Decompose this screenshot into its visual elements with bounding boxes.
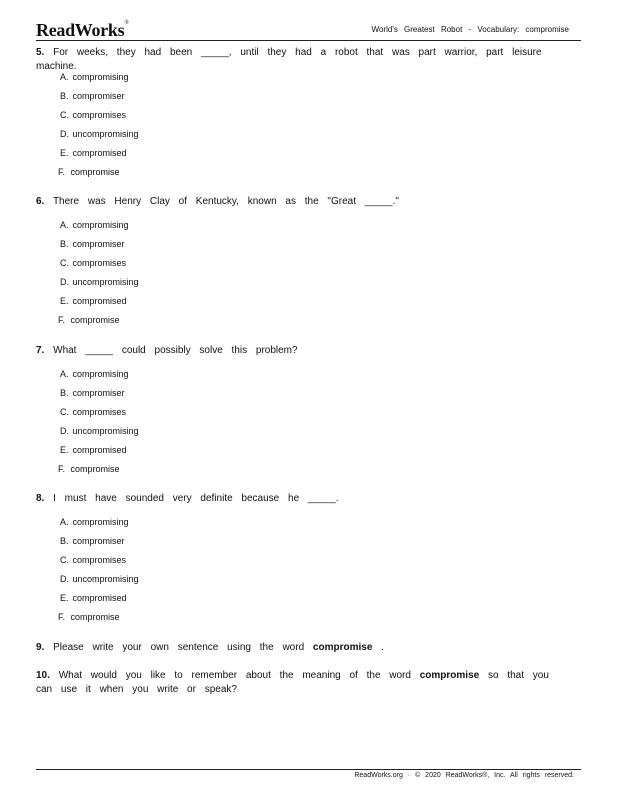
options-question-8 [60,516,260,630]
option-d[interactable]: D. uncompromising [60,129,139,139]
vocabulary-word: compromise [419,670,480,681]
question-number: 10. [36,670,50,681]
option-b[interactable]: B. compromiser [60,239,125,249]
option-c[interactable]: C. compromises [60,555,127,565]
question-text: I must have sounded very definite because he _____. [53,493,339,504]
option-d[interactable]: D. uncompromising [60,426,139,436]
option-d[interactable]: D. uncompromising [60,574,139,584]
question-number: 6. [36,196,45,207]
readworks-logo: ReadWorks® [36,20,129,40]
option-f[interactable]: F. compromise [58,464,120,474]
question-5 [36,46,556,74]
page-header [36,20,581,40]
question-text: Please write your own sentence using the word [53,642,305,653]
question-10: 10. What would you like to remember about the meaning of the word compromise so that you can use it when you write or speak? [36,670,549,695]
option-b[interactable]: B. compromiser [60,91,125,101]
vocabulary-word: compromise [312,642,373,653]
question-number: 7. [36,345,45,356]
option-b[interactable]: B. compromiser [60,388,125,398]
question-9: 9. Please write your own sentence using the word compromise . [36,642,384,653]
option-a[interactable]: A. compromising [60,369,129,379]
option-e[interactable]: E. compromised [60,148,127,158]
copyright-footer: ReadWorks.org · © 2020 ReadWorks®, Inc. All rights reserved. [354,772,574,779]
footer-divider [36,769,581,770]
option-e[interactable]: E. compromised [60,296,127,306]
option-d[interactable]: D. uncompromising [60,277,139,287]
option-c[interactable]: C. compromises [60,407,127,417]
option-f[interactable]: F. compromise [58,612,120,622]
question-text: There was Henry Clay of Kentucky, known as the "Great _____." [52,196,399,207]
worksheet-title: World's Greatest Robot - Vocabulary: compromise [371,25,569,34]
question-text: What would you like to remember about the meaning of the word [58,670,411,681]
question-text: For weeks, they had been _____, until they had a robot that was part warrior, part leisure machine. [36,47,542,72]
question-number: 8. [36,493,45,504]
header-divider [36,40,581,41]
question-8 [36,492,556,506]
options-question-6 [60,219,260,333]
option-a[interactable]: A. compromising [60,517,129,527]
option-e[interactable]: E. compromised [60,445,127,455]
option-e[interactable]: E. compromised [60,593,127,603]
option-c[interactable]: C. compromises [60,110,127,120]
question-text: What _____ could possibly solve this problem? [53,345,298,356]
option-c[interactable]: C. compromises [60,258,127,268]
option-f[interactable]: F. compromise [58,315,120,325]
question-6 [36,195,556,209]
option-a[interactable]: A. compromising [60,72,129,82]
options-question-5 [60,71,260,185]
option-f[interactable]: F. compromise [58,167,120,177]
options-question-7 [60,368,260,482]
question-7 [36,344,556,358]
option-b[interactable]: B. compromiser [60,536,125,546]
option-a[interactable]: A. compromising [60,220,129,230]
question-number: 5. [36,47,45,58]
question-number: 9. [36,642,45,653]
